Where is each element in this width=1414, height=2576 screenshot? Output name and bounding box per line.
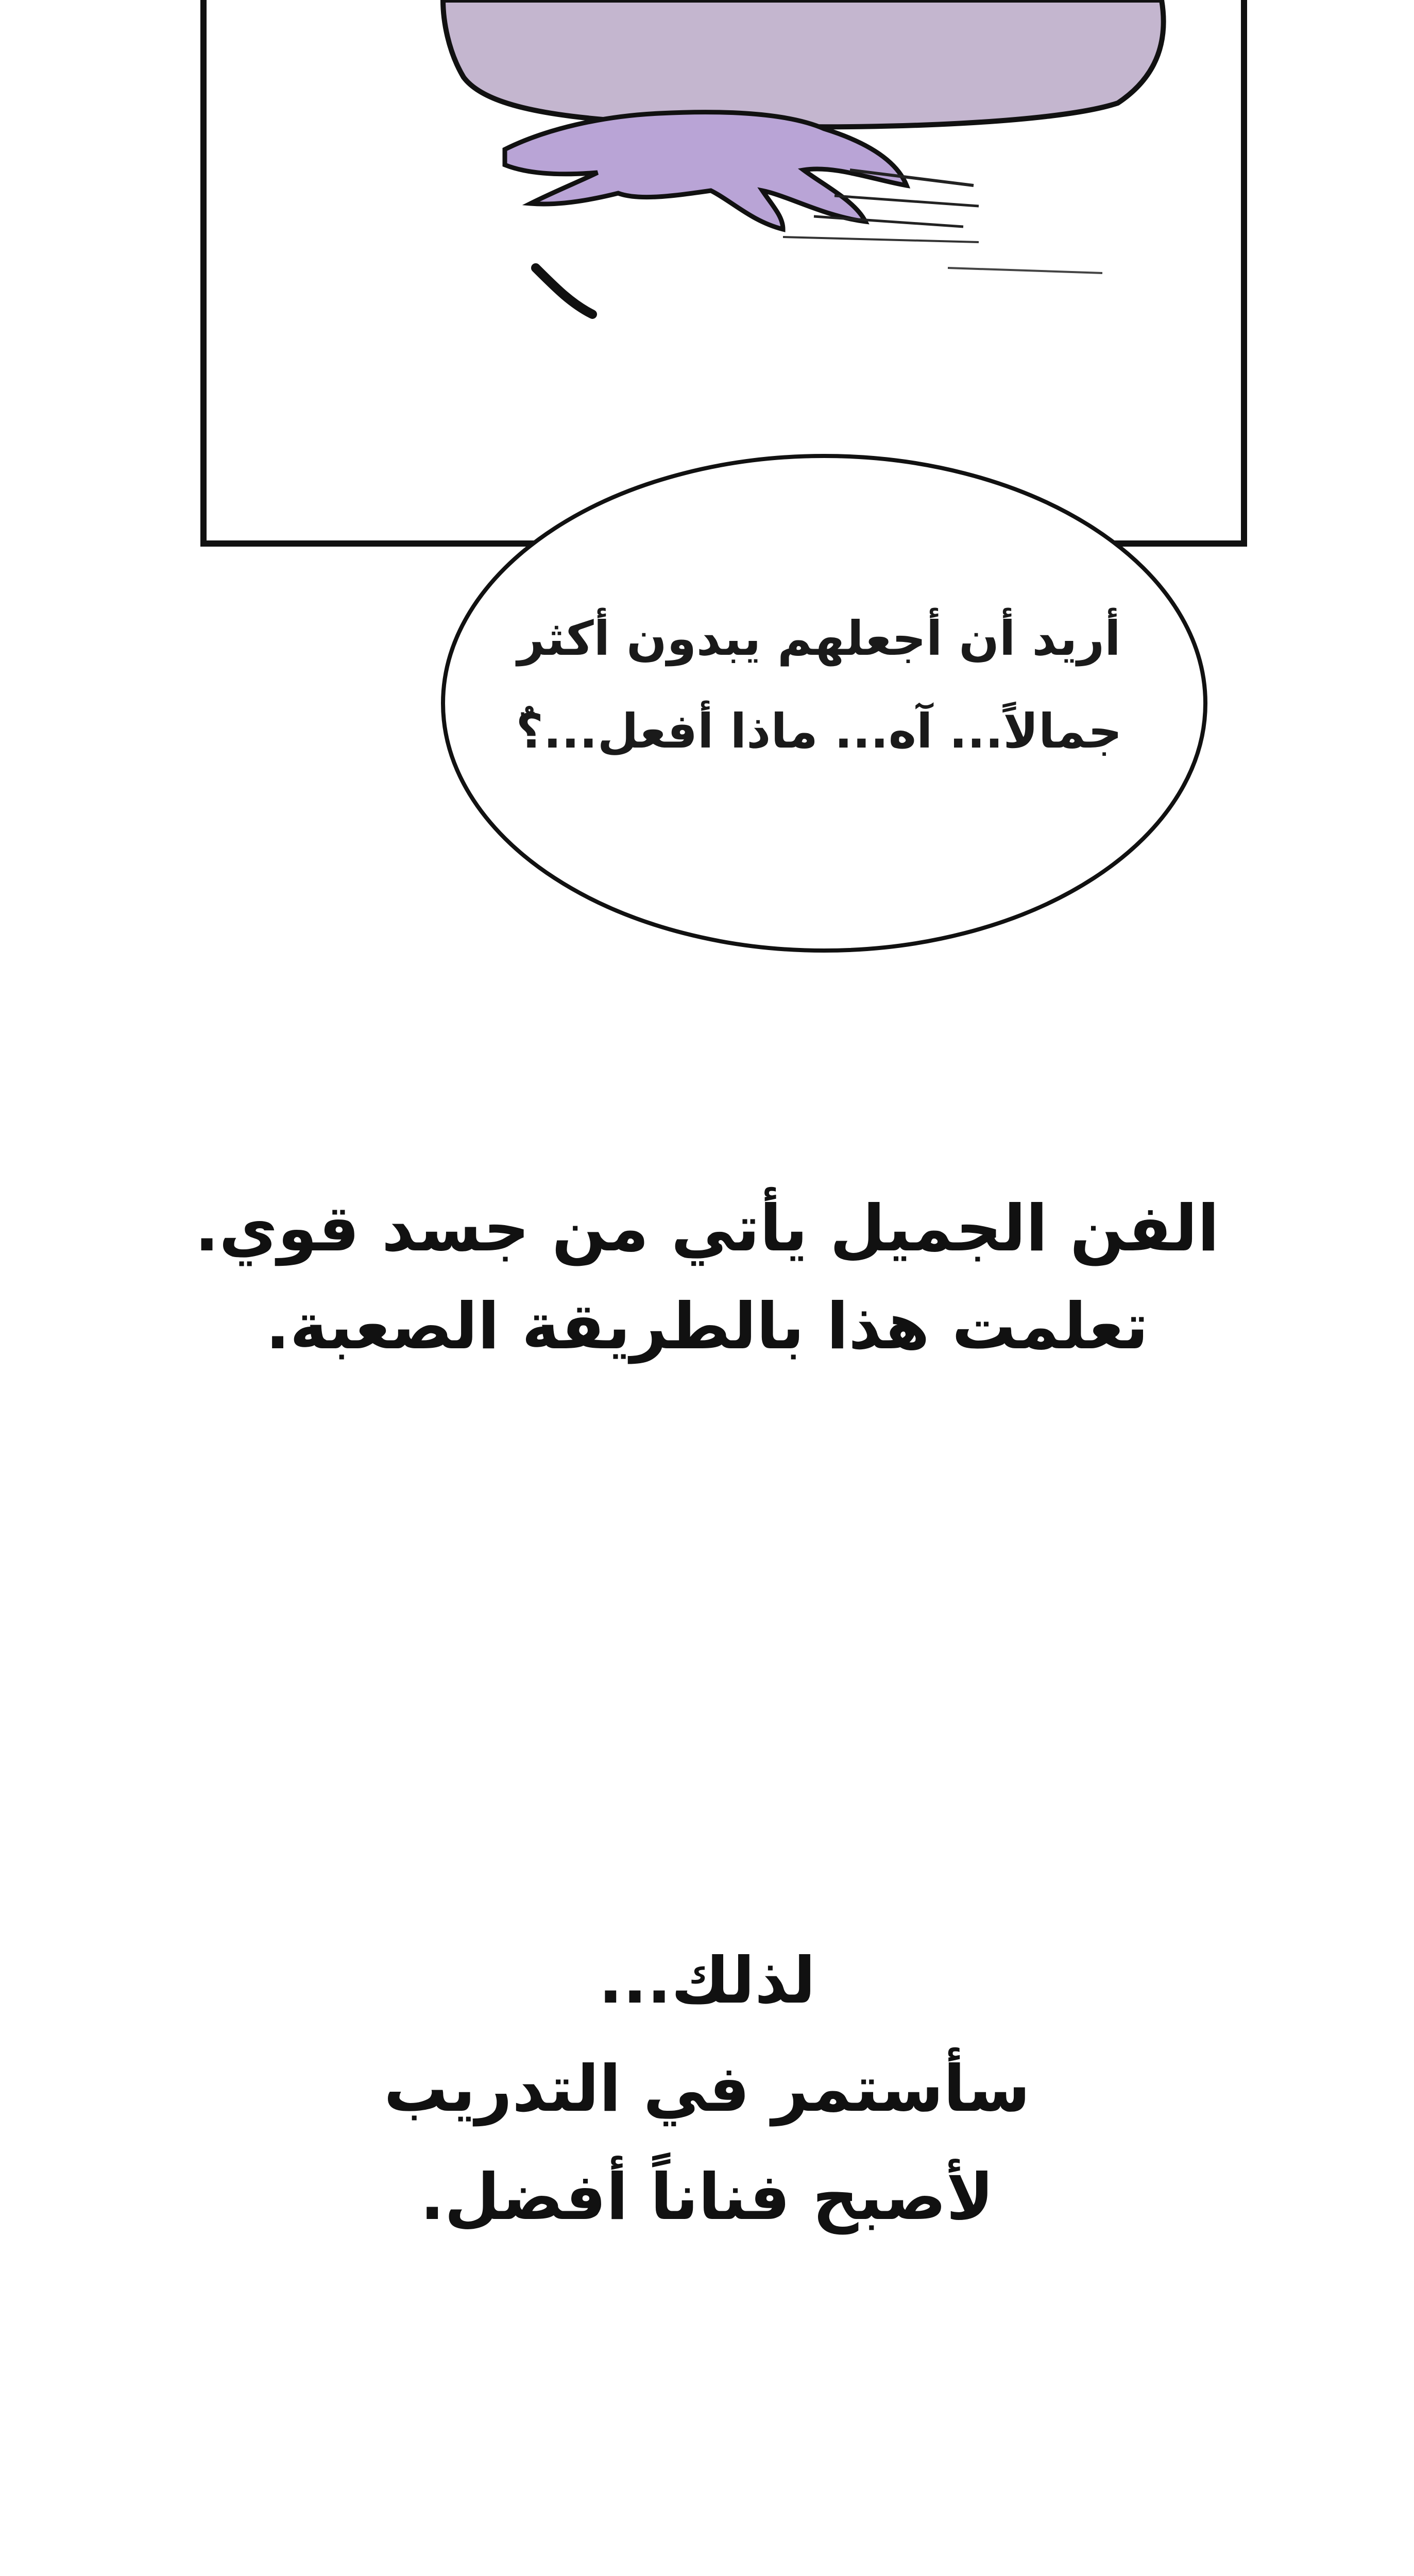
character-hand	[505, 112, 907, 229]
top-panel	[203, 0, 1244, 544]
narration-line: لأصبح فناناً أفضل.	[420, 2160, 994, 2234]
speech-bubble-text	[502, 592, 1136, 778]
narration-caption	[0, 1927, 1414, 2251]
narration-line: الفن الجميل يأتي من جسد قوي.	[195, 1192, 1219, 1266]
narration-caption	[0, 1180, 1414, 1376]
speech-line: جمالاً... آه... ماذا أفعل...؟ٌ	[516, 704, 1122, 759]
narration-line: سأستمر في التدريب	[384, 2052, 1030, 2126]
character-head	[443, 0, 1164, 127]
narration-line: تعلمت هذا بالطريقة الصعبة.	[265, 1290, 1149, 1364]
sweat-mark	[536, 268, 592, 314]
speech-line: أريد أن أجعلهم يبدون أكثر	[517, 611, 1121, 666]
narration-line: لذلك...	[598, 1944, 816, 2018]
